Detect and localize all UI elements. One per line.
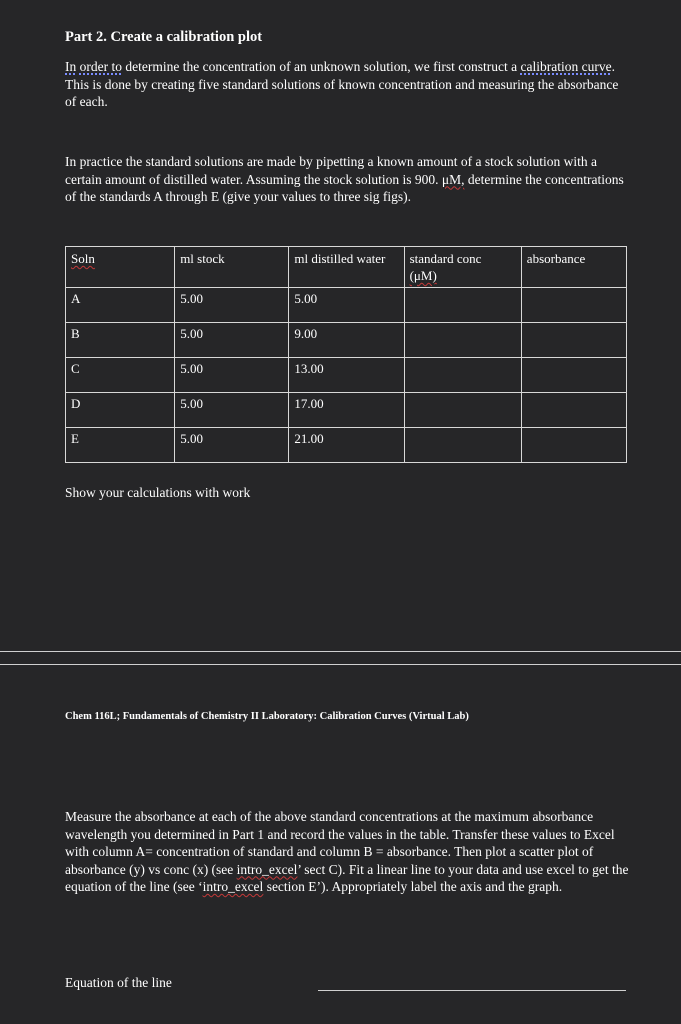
- cell-soln: D: [66, 393, 175, 428]
- cell-absorbance[interactable]: [521, 393, 626, 428]
- header-standard-conc: standard conc (μM): [404, 247, 521, 288]
- table-row: [66, 288, 627, 323]
- show-work-label: Show your calculations with work: [65, 485, 251, 500]
- practice-text: In practice the standard solutions are made by pipetting a known amount of a stock solution with a certain amount of distilled water. Assuming the stock solution is 900.: [65, 154, 597, 187]
- equation-answer-line[interactable]: [318, 990, 626, 991]
- intro-word-order: order to: [79, 59, 122, 74]
- intro-word-in: In: [65, 59, 77, 74]
- cell-stock: 5.00: [175, 428, 289, 463]
- table-row: [66, 428, 627, 463]
- cell-stock: 5.00: [175, 358, 289, 393]
- intro-text-2: . This is done by creating five standard solutions of known concentration and measuring the absorbance of each.: [65, 59, 619, 109]
- header-ml-stock: ml stock: [175, 247, 289, 288]
- table-row: [66, 358, 627, 393]
- measure-paragraph: Measure the absorbance at each of the above standard concentrations at the maximum absorbance wavelength you determined in Part 1 and record the values in the table. Transfer these values to Excel with column A= concentration of standard and column B = absorbance. Then plot a scatter plot of absorbance (y) vs conc (x) (see intro_excel’ sect C). Fit a linear line to your data and use excel to get the equation of the line (see ‘intro_excel section E’). Appropriately label the axis and the graph.: [65, 809, 629, 894]
- cell-conc[interactable]: [404, 428, 521, 463]
- table-row: [66, 393, 627, 428]
- intro-excel-ref-2: intro_excel: [202, 879, 264, 894]
- cell-water: 17.00: [289, 393, 404, 428]
- heading-text: Part 2. Create a calibration plot: [65, 29, 263, 45]
- page-divider-bottom: [0, 664, 681, 665]
- header-soln: Soln: [66, 247, 175, 288]
- equation-label: Equation of the line: [65, 975, 172, 990]
- intro-excel-ref-1: intro_excel: [236, 861, 298, 877]
- section-heading: [65, 29, 262, 46]
- cell-absorbance[interactable]: [521, 288, 626, 323]
- cell-conc[interactable]: [404, 323, 521, 358]
- cell-absorbance[interactable]: [521, 358, 626, 393]
- cell-conc[interactable]: [404, 393, 521, 428]
- practice-unit: μM,: [441, 171, 465, 187]
- header-ml-water: ml distilled water: [289, 247, 404, 288]
- page-footer: Chem 116L; Fundamentals of Chemistry II Laboratory: Calibration Curves (Virtual Lab): [65, 711, 469, 722]
- cell-stock: 5.00: [175, 288, 289, 323]
- cell-absorbance[interactable]: [521, 428, 626, 463]
- header-absorbance: absorbance: [521, 247, 626, 288]
- intro-paragraph: [65, 58, 625, 111]
- cell-soln: C: [66, 358, 175, 393]
- cell-water: 21.00: [289, 428, 404, 463]
- page-divider-top: [0, 651, 681, 652]
- cell-water: 5.00: [289, 288, 404, 323]
- table-header-row: [66, 247, 627, 288]
- table-row: [66, 323, 627, 358]
- calibration-table: [65, 246, 627, 463]
- practice-text-2: determine the concentrations of the standards A through E (give your values to three sig figs).: [65, 171, 624, 204]
- cell-stock: 5.00: [175, 323, 289, 358]
- cell-conc[interactable]: [404, 288, 521, 323]
- practice-paragraph: [65, 153, 625, 206]
- cell-water: 9.00: [289, 323, 404, 358]
- cell-soln: A: [66, 288, 175, 323]
- cell-soln: B: [66, 323, 175, 358]
- cell-stock: 5.00: [175, 393, 289, 428]
- cell-absorbance[interactable]: [521, 323, 626, 358]
- cell-conc[interactable]: [404, 358, 521, 393]
- cell-soln: E: [66, 428, 175, 463]
- intro-term-calibration: calibration curve: [520, 59, 612, 74]
- intro-text: determine the concentration of an unknown solution, we first construct a: [121, 59, 518, 74]
- cell-water: 13.00: [289, 358, 404, 393]
